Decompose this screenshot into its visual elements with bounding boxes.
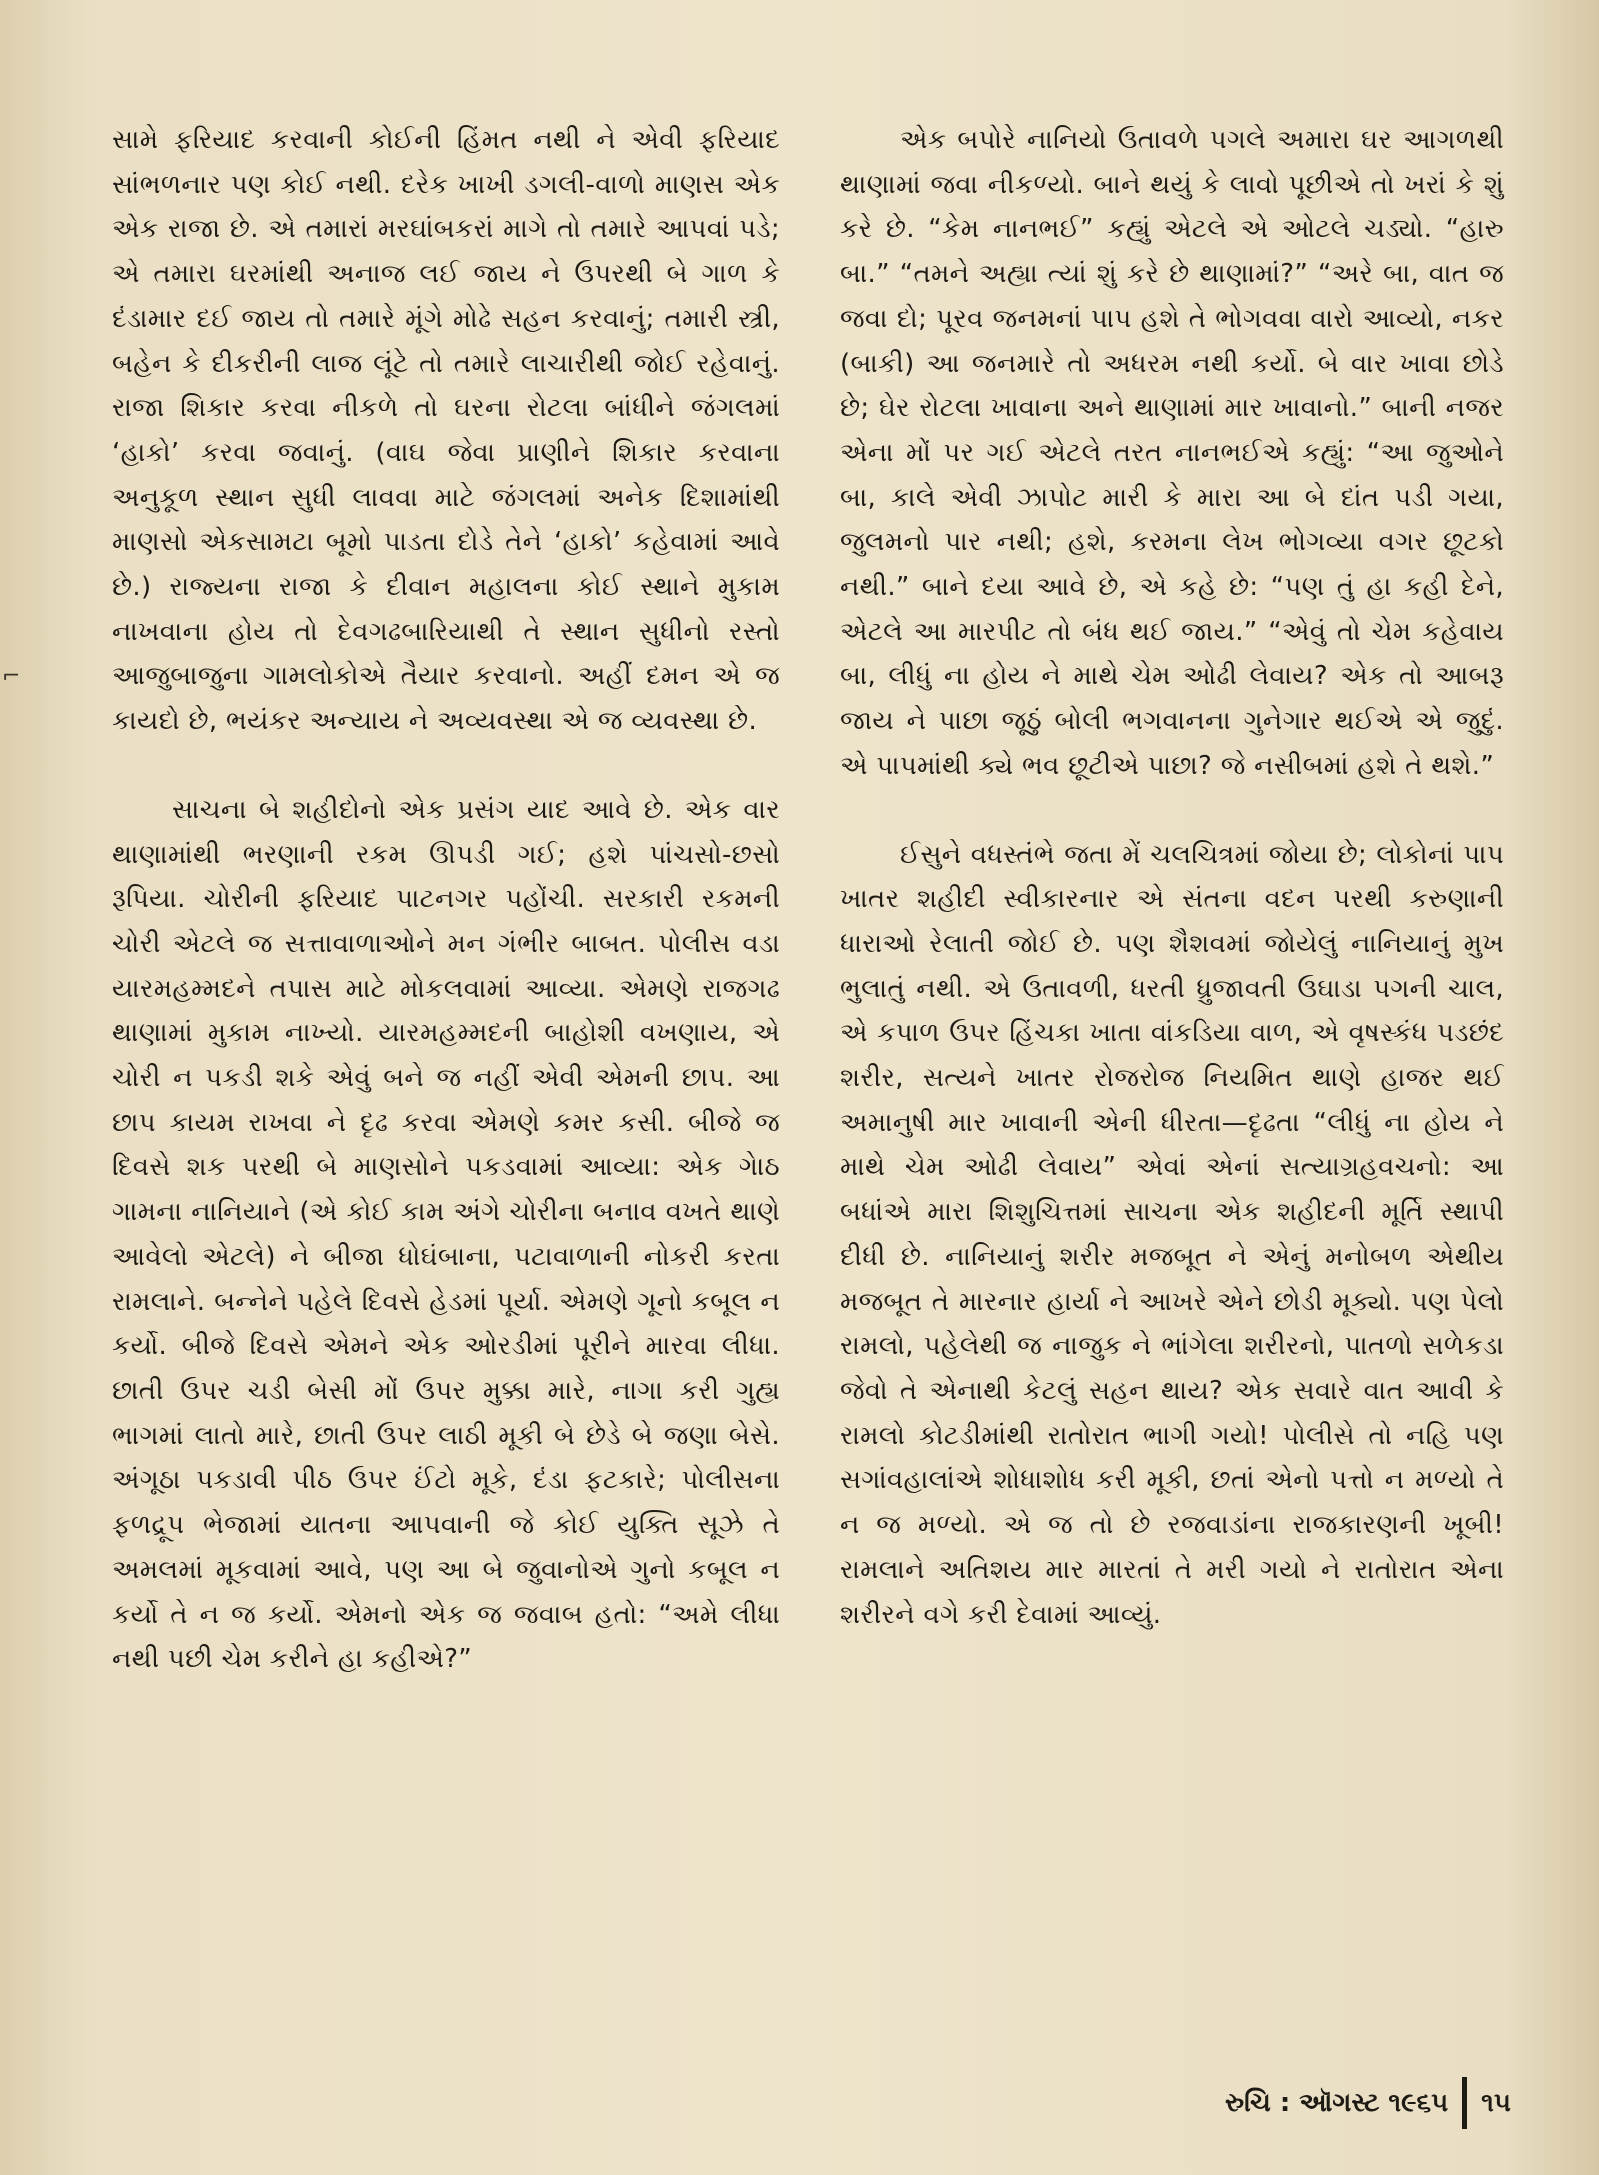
paragraph-right-2: ઈસુને વધસ્તંભે જતા મેં ચલચિત્રમાં જોયા છે; લોકોનાં પાપ ખાતર શહીદી સ્વીકારનાર એ સંતના વદન પરથી કરુણાની ધારાઓ રેલાતી જોઈ છે. પણ શૈશવમાં જોયેલું નાનિયાનું મુખ ભુલાતું નથી. એ ઉતાવળી, ધરતી ધ્રુજાવતી ઉઘાડા પગની ચાલ, એ કપાળ ઉપર હિંચકા ખાતા વાંકડિયા વાળ, એ વૃષસ્કંધ પડછંદ શરીર, સત્યને ખાતર રોજરોજ નિયમિત થાણે હાજર થઈ અમાનુષી માર ખાવાની એની ધીરતા—દૃઢતા “લીધું ના હોય ને માથે ચેમ ઓઢી લેવાય” એવાં એનાં સત્યાગ્રહવચનો: આ બધાંએ મારા શિશુચિત્તમાં સાચના એક શહીદની મૂર્તિ સ્થાપી દીધી છે. નાનિયાનું શરીર મજબૂત ને એનું મનોબળ એથીય મજબૂત તે મારનાર હાર્યા ને આખરે એને છોડી મૂક્યો. પણ પેલો રામલો, પહેલેથી જ નાજુક ને ભાંગેલા શરીરનો, પાતળો સળેકડા જેવો તે એનાથી કેટલું સહન થાય? એક સવારે વાત આવી કે રામલો કોટડીમાંથી રાતોરાત ભાગી ગયો! પોલીસે તો નહિ પણ સગાંવહાલાંએ શોધાશોધ કરી મૂકી, છતાં એનો પત્તો ન મળ્યો તે ન જ મળ્યો. એ જ તો છે રજવાડાંના રાજકારણની ખૂબી! રામલાને અતિશય માર મારતાં તે મરી ગયો ને રાતોરાત એના શરીરને વગે કરી દેવામાં આવ્યું. — [840, 839, 1504, 1630]
paragraph-left-1: સામે ફરિયાદ કરવાની કોઈની હિંમત નથી ને એવી ફરિયાદ સાંભળનાર પણ કોઈ નથી. દરેક ખાખી ડગલી-વાળો માણસ એક એક રાજા છે. એ તમારાં મરઘાંબકરાં માગે તો તમારે આપવાં પડે; એ તમારા ઘરમાંથી અનાજ લઈ જાય ને ઉપરથી બે ગાળ કે દંડામાર દઈ જાય તો તમારે મૂંગે મોઢે સહન કરવાનું; તમારી સ્ત્રી, બહેન કે દીકરીની લાજ લૂંટે તો તમારે લાચારીથી જોઈ રહેવાનું. રાજા શિકાર કરવા નીકળે તો ઘરના રોટલા બાંધીને જંગલમાં ‘હાકો’ કરવા જવાનું. (વાઘ જેવા પ્રાણીને શિકાર કરવાના અનુકૂળ સ્થાન સુધી લાવવા માટે જંગલમાં અનેક દિશામાંથી માણસો એકસામટા બૂમો પાડતા દોડે તેને ‘હાકો’ કહેવામાં આવે છે.) રાજ્યના રાજા કે દીવાન મહાલના કોઈ સ્થાને મુકામ નાખવાના હોય તો દેવગઢબારિયાથી તે સ્થાન સુધીનો રસ્તો આજુબાજુના ગામલોકોએ તૈયાર કરવાનો. અહીં દમન એ જ કાયદો છે, ભયંકર અન્યાય ને અવ્યવસ્થા એ જ વ્યવસ્થા છે. — [112, 125, 780, 737]
right-column — [840, 118, 1504, 1637]
page-number: ૧૫ — [1481, 2087, 1511, 2118]
page-footer — [1225, 2077, 1511, 2129]
magazine-issue-label: રુચિ : ઑગસ્ટ ૧૯૬૫ — [1225, 2087, 1449, 2118]
footer-divider — [1462, 2077, 1467, 2129]
binding-mark: ⌐ — [2, 664, 21, 689]
left-column — [112, 118, 780, 1682]
paragraph-left-2: સાચના બે શહીદોનો એક પ્રસંગ યાદ આવે છે. એક વાર થાણામાંથી ભરણાની રકમ ઊપડી ગઈ; હશે પાંચસો-છસો રૂપિયા. ચોરીની ફરિયાદ પાટનગર પહોંચી. સરકારી રકમની ચોરી એટલે જ સત્તાવાળાઓને મન ગંભીર બાબત. પોલીસ વડા યારમહમ્મદને તપાસ માટે મોકલવામાં આવ્યા. એમણે રાજગઢ થાણામાં મુકામ નાખ્યો. યારમહમ્મદની બાહોશી વખણાય, એ ચોરી ન પકડી શકે એવું બને જ નહીં એવી એમની છાપ. આ છાપ કાયમ રાખવા ને દૃઢ કરવા એમણે કમર કસી. બીજે જ દિવસે શક પરથી બે માણસોને પકડવામાં આવ્યા: એક ગેાઠ ગામના નાનિયાને (એ કોઈ કામ અંગે ચોરીના બનાવ વખતે થાણે આવેલો એટલે) ને બીજા ધોઘંબાના, પટાવાળાની નોકરી કરતા રામલાને. બન્નેને પહેલે દિવસે હેડમાં પૂર્યા. એમણે ગૂનો કબૂલ ન કર્યો. બીજે દિવસે એમને એક ઓરડીમાં પૂરીને મારવા લીધા. છાતી ઉપર ચડી બેસી મોં ઉપર મુક્કા મારે, નાગા કરી ગુહ્ય ભાગમાં લાતો મારે, છાતી ઉપર લાઠી મૂકી બે છેડે બે જણા બેસે. અંગૂઠા પકડાવી પીઠ ઉપર ઈંટો મૂકે, દંડા ફટકારે; પોલીસના ફળદ્રૂપ ભેજામાં યાતના આપવાની જે કોઈ યુક્તિ સૂઝે તે અમલમાં મૂકવામાં આવે, પણ આ બે જુવાનોએ ગુનો કબૂલ ન કર્યો તે ન જ કર્યો. એમનો એક જ જવાબ હતો: “અમે લીધા નથી પછી ચેમ કરીને હા કહીએ?” — [112, 794, 780, 1675]
paragraph-right-1: એક બપોરે નાનિયો ઉતાવળે પગલે અમારા ઘર આગળથી થાણામાં જવા નીકળ્યો. બાને થયું કે લાવો પૂછીએ તો ખરાં કે શું કરે છે. “કેમ નાનભઈ” કહ્યું એટલે એ ઓટલે ચડ્યો. “હારુ બા.” “તમને અહ્યા ત્યાં શું કરે છે થાણામાં?” “અરે બા, વાત જ જવા દો; પૂરવ જનમનાં પાપ હશે તે ભોગવવા વારો આવ્યો, નકર (બાકી) આ જનમારે તો અધરમ નથી કર્યો. બે વાર ખાવા છોડે છે; ઘેર રોટલા ખાવાના અને થાણામાં માર ખાવાનો.” બાની નજર એના મોં પર ગઈ એટલે તરત નાનભઈએ કહ્યું: “આ જુઓને બા, કાલે એવી ઝાપોટ મારી કે મારા આ બે દાંત પડી ગયા, જુલમનો પાર નથી; હશે, કરમના લેખ ભોગવ્યા વગર છૂટકો નથી.” બાને દયા આવે છે, એ કહે છે: “પણ તું હા કહી દેને, એટલે આ મારપીટ તો બંધ થઈ જાય.” “એવું તો ચેમ કહેવાય બા, લીધું ના હોય ને માથે ચેમ ઓઢી લેવાય? એક તો આબરૂ જાય ને પાછા જૂઠું બોલી ભગવાનના ગુનેગાર થઈએ એ જુદું. એ પાપમાંથી ક્યે ભવ છૂટીએ પાછા? જે નસીબમાં હશે તે થશે.” — [840, 125, 1504, 781]
